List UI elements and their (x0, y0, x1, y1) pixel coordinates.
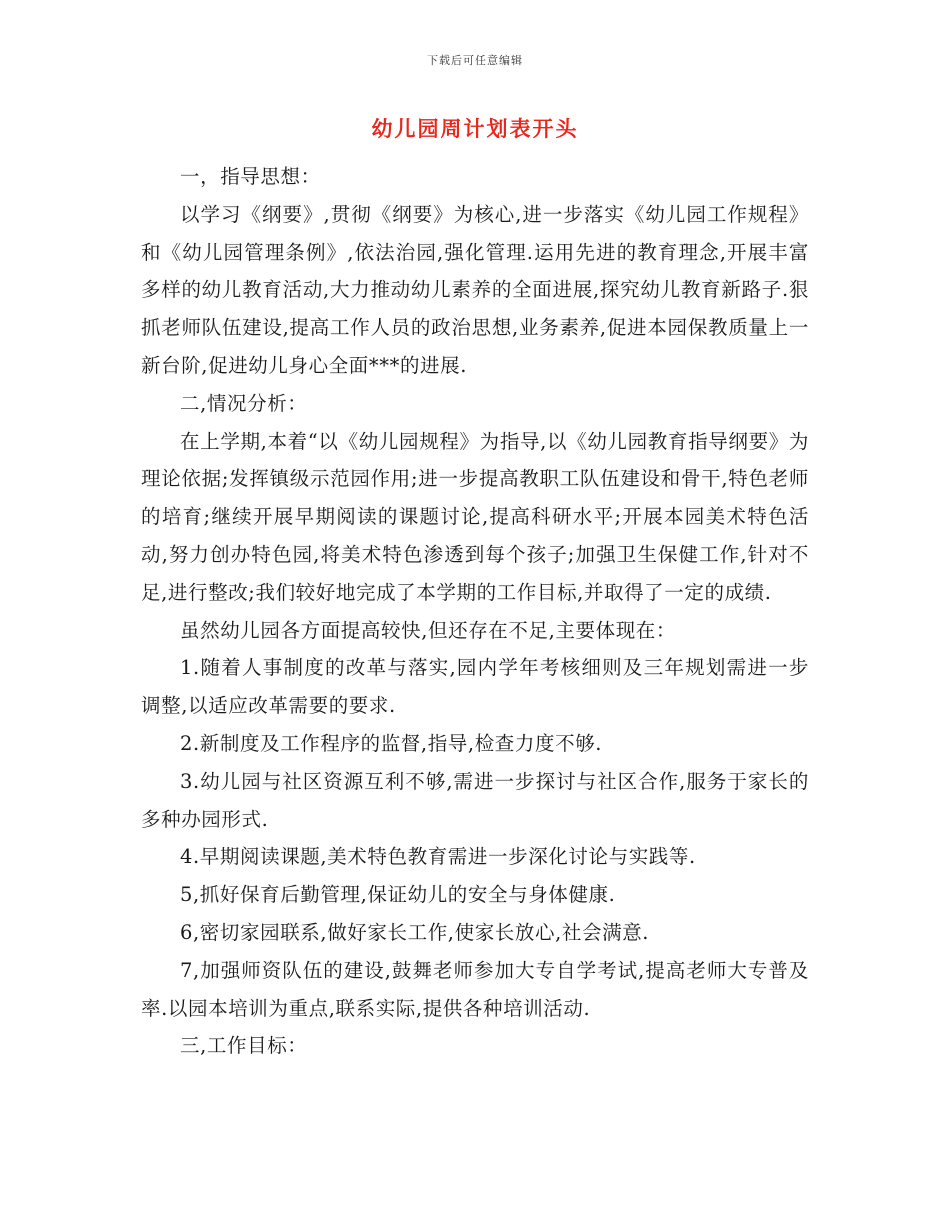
list-item-5: 5,抓好保育后勤管理,保证幼儿的安全与身体健康. (180, 883, 616, 907)
section-heading-work-goals: 三,工作目标： (180, 1034, 308, 1058)
list-item-6: 6,密切家园联系,做好家长工作,使家长放心,社会满意. (180, 920, 650, 944)
paragraph-guiding-ideology: 以学习《纲要》,贯彻《纲要》为核心,进一步落实《幼儿园工作规程》和《幼儿园管理条例》,依法治园,强化管理.运用先进的教育理念,开展丰富多样的幼儿教育活动,大力推动幼儿素养的全面进展,探究幼儿教育新路子.狠抓老师队伍建设,提高工作人员的政治思想,业务素养,促进本园保教质量上一新台阶,促进幼儿身心全面***的进展. (141, 202, 809, 377)
section-heading-situation-analysis: 二,情况分析： (180, 391, 308, 415)
section-heading-guiding-ideology: 一，指导思想： (180, 165, 321, 188)
document-title: 幼儿园周计划表开头 (371, 116, 579, 141)
list-item-1: 1.随着人事制度的改革与落实,园内学年考核细则及三年规划需进一步调整,以适应改革需要的要求. (141, 656, 809, 718)
list-item-4: 4.早期阅读课题,美术特色教育需进一步深化讨论与实践等. (180, 845, 696, 869)
paragraph-shortcomings-intro: 虽然幼儿园各方面提高较快,但还存在不足,主要体现在： (180, 618, 676, 642)
paragraph-situation-analysis: 在上学期,本着“以《幼儿园规程》为指导,以《幼儿园教育指导纲要》为理论依据;发挥镇级示范园作用;进一步提高教职工队伍建设和骨干,特色老师的培育;继续开展早期阅读的课题讨论,提高科研水平;开展本园美术特色活动,努力创办特色园,将美术特色渗透到每个孩子;加强卫生保健工作,针对不足,进行整改;我们较好地完成了本学期的工作目标,并取得了一定的成绩. (141, 429, 809, 604)
list-item-3: 3.幼儿园与社区资源互利不够,需进一步探讨与社区合作,服务于家长的多种办园形式. (141, 769, 809, 831)
list-item-2: 2.新制度及工作程序的监督,指导,检查力度不够. (180, 731, 603, 755)
page-header-note: 下载后可任意编辑 (427, 54, 523, 67)
list-item-7: 7,加强师资队伍的建设,鼓舞老师参加大专自学考试,提高老师大专普及率.以园本培训为重点,联系实际,提供各种培训活动. (141, 958, 809, 1020)
document-body (141, 158, 809, 1065)
